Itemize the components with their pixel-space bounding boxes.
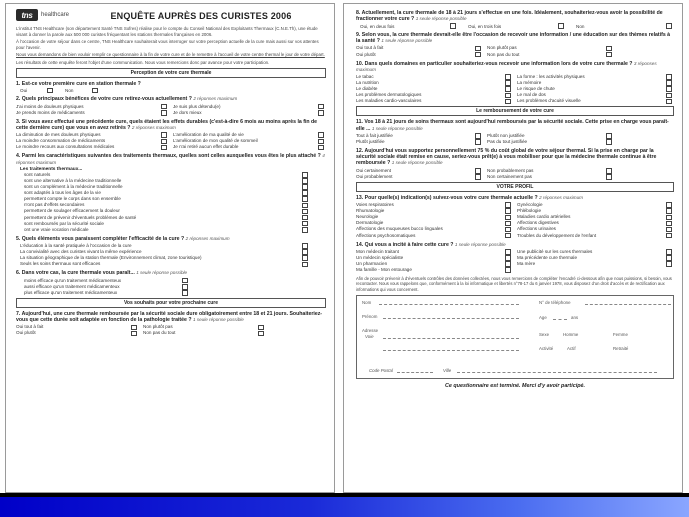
checkbox[interactable] <box>161 139 167 145</box>
postcode-label: Code Postal <box>369 367 393 373</box>
question-3: 3. Si vous avez effectué une précédente cure, quels étaient les effets durables (c'est-à-dire 6 mois au moins après la fin de cette dernière cure) que vous en avez retirés ? 2 réponses maximum <box>16 118 318 131</box>
options: Oui tout à fait Non plutôt pas Oui plutôt Non pas du tout <box>16 324 326 336</box>
checkbox[interactable] <box>47 88 53 94</box>
checkbox[interactable] <box>505 202 511 208</box>
checkbox[interactable] <box>318 132 324 138</box>
checkbox[interactable] <box>505 74 511 80</box>
checkbox[interactable] <box>302 209 308 215</box>
checkbox[interactable] <box>161 132 167 138</box>
checkbox[interactable] <box>505 249 511 255</box>
checkbox[interactable] <box>505 93 511 99</box>
checkbox[interactable] <box>92 88 98 94</box>
options: Oui, en deux fois Oui, en trois fois Non <box>360 23 674 29</box>
checkbox[interactable] <box>475 52 481 58</box>
checkbox[interactable] <box>302 255 308 261</box>
active-option[interactable]: Actif <box>567 345 576 351</box>
checkbox[interactable] <box>666 215 672 221</box>
checkbox[interactable] <box>258 325 264 331</box>
age-label: Age <box>539 314 547 320</box>
checkbox[interactable] <box>302 184 308 190</box>
checkbox[interactable] <box>606 174 612 180</box>
checkbox[interactable] <box>666 249 672 255</box>
checkbox[interactable] <box>505 261 511 267</box>
checkbox[interactable] <box>302 221 308 227</box>
checkbox[interactable] <box>666 227 672 233</box>
checkbox[interactable] <box>302 203 308 209</box>
options: Oui tout à fait Non plutôt pas Oui plutôt Non pas du tout <box>356 45 674 57</box>
checkbox[interactable] <box>505 80 511 86</box>
question-5: 5. Quels éléments vous paraissent compléter l'efficacité de la cure ? 2 réponses maximum <box>16 235 230 242</box>
checkbox[interactable] <box>131 331 137 337</box>
address-line-1[interactable] <box>383 338 519 339</box>
checkbox[interactable] <box>606 133 612 139</box>
checkbox[interactable] <box>666 23 672 29</box>
female-option[interactable]: Femme <box>613 331 628 337</box>
checkbox[interactable] <box>606 46 612 52</box>
question-4-subhead: Les traitements thermaux... <box>20 166 83 172</box>
checkbox[interactable] <box>505 267 511 273</box>
sex-label: Sexe <box>539 331 550 337</box>
question-12: 12. Aujourd'hui vous supportez personnellement 75 % du coût global de votre séjour thermal. Si la prise en charge par la sécurité sociale était remise en cause, seriez-vous prêt(e) à vous mobiliser pour que la médecine thermale continue à être remboursée ? 1 seule réponse possible <box>356 148 657 167</box>
options: J'ai moins de douleurs physiques Je suis plus détendu(e) Je prends moins de médicaments Je dors mieux <box>16 104 326 116</box>
street-label: Voie <box>365 333 374 339</box>
checkbox[interactable] <box>666 86 672 92</box>
question-7: 7. Aujourd'hui, une cure thermale remboursée par la sécurité sociale dure obligatoirement entre 18 et 21 jours. Souhaiteriez-vous que cette durée soit adaptée en fonction de la pathologie traitée ? 1 seule réponse possible <box>16 310 323 324</box>
activity-label: Activité <box>539 345 554 351</box>
questionnaire-page-1: tns healthcare ENQUÊTE AUPRÈS DES CURISTES 2006 L'institut TNS Healthcare (son département Santé TNS Sofres) réalise pour le compte du Conseil National des Exploitants Thermaux (C.N.E.Th), une étude visant à donner la parole aux 500 000 curistes fréquentant les stations thermales françaises en 2006. À l'occasion de votre séjour dans ce centre, TNS Healthcare souhaiterait vous interroger sur votre perception actuelle de la cure mais aussi sur vos attentes pour l'avenir. Nous vous demandons de bien vouloir remplir ce questionnaire à la fin de votre cure et de le remettre à l'accueil de votre centre thermal le jour de votre départ. Les résultats de cette enquête feront l'objet d'une communication. Nous vous remercions donc par avance pour votre participation. Perception de votre cure thermale 1. Est-ce votre première cure en station thermale ? Oui Non 2. Quels principaux bénéfices de votre cure retirez-vous actuellement ? 2 réponses maximum J'ai moins de douleurs physiques Je suis plus détendu(e) Je prends moins de médicaments Je dors mieux 3. Si vous avez effectué une précédente cure, quels étaient les effets durables (c'est-à-dire 6 mois au moins après la fin de cette dernière cure) que vous en avez retirés ? 2 réponses maximum La diminution de mes douleurs physiques L'amélioration de ma qualité de vie La moindre consommation de médicaments L'amélioration de mon qualité de sommeil Le moindre recours aux consultations médicales Je n'ai retiré aucun effet durable 4. Parmi les caractéristiques suivantes des traitements thermaux, quelles sont celles auxquelles vous êtes le plus attaché ? 4 réponses maximum Les traitements thermaux... sont naturels sont une alternative à la médecine traditionnelle sont un complément à la médecine traditionnelle sont adaptés à tous les âges de la vie permettent compte le corps dans son ensemble n'ont pas d'effets secondaires permettent de soulager efficacement la douleur permettent de prévenir d'éventuels problèmes de santé sont remboursés par la sécurité sociale ont une vraie vocation médicale 5. Quels éléments vous paraissent compléter l'efficacité de la cure ? 2 réponses maximum L'éducation à la santé pratiquée à l'occasion de la cure La convivialité avec des curistes vivant la même expérience La situation géographique de la station thermale (Environnement climat, zone touristique) Seuls les soins thermaux sont efficaces 6. Dans votre cas, la cure thermale vous paraît... 1 seule réponse possible moins efficace qu'un traitement médicamenteux aussi efficace qu'un traitement médicamenteux plus efficace qu'un traitement médicamenteux Vos souhaits pour votre prochaine cure 7. Aujourd'hui, une cure thermale remboursée par la sécurité sociale dure obligatoirement entre 18 et 21 jours. Souhaiteriez-vous que cette durée soit adaptée en fonction de la pathologie traitée ? 1 seule réponse possible Oui tout à fait Non plutôt pas Oui plutôt Non pas du tout <box>5 3 335 493</box>
checkbox[interactable] <box>475 174 481 180</box>
options: moins efficace qu'un traitement médicamenteux aussi efficace qu'un traitement médicamenteux plus efficace qu'un traitement médicamenteux <box>16 278 326 296</box>
checkbox[interactable] <box>318 139 324 145</box>
checkbox[interactable] <box>258 331 264 337</box>
checkbox[interactable] <box>318 104 324 110</box>
checkbox[interactable] <box>666 255 672 261</box>
checkbox[interactable] <box>182 284 188 290</box>
retired-option[interactable]: Retraité <box>613 345 629 351</box>
checkbox[interactable] <box>666 233 672 239</box>
checkbox[interactable] <box>302 262 308 268</box>
options: La diminution de mes douleurs physiques L'amélioration de ma qualité de vie La moindre consommation de médicaments L'amélioration de mon qualité de sommeil Le moindre recours aux consultations médicales Je n'ai retiré aucun effet durable <box>16 132 326 150</box>
checkbox[interactable] <box>505 227 511 233</box>
question-11: 11. Vos 18 à 21 jours de soins thermaux sont aujourd'hui remboursés par la sécurité sociale. Cette prise en charge vous paraît-elle ... 1 seule réponse possible <box>356 119 669 132</box>
phone-field[interactable] <box>585 304 671 305</box>
checkbox[interactable] <box>302 178 308 184</box>
options: Voies respiratoires Gynécologie Rhumatologie Phlébologie Neurologie Maladies cardio artérielles Dermatologie Affections digestives Affections des muqueuses bucco linguales Affections urinaires Affections psychosomatiques Troubles du développement de l'enfant <box>356 202 674 239</box>
checkbox[interactable] <box>505 208 511 214</box>
male-option[interactable]: Homme <box>563 331 579 337</box>
intro-text: L'institut TNS Healthcare (son département Santé TNS Sofres) réalise pour le compte du Conseil National des Exploitants Thermaux (C.N.E.Th), une étude visant à donner la parole aux 500 000 curistes fréquentant les stations thermales françaises en 2006. À l'occasion de votre séjour dans ce centre, TNS Healthcare souhaiterait vous interroger sur votre perception actuelle de la cure mais aussi sur vos attentes pour l'avenir. Nous vous demandons de bien vouloir remplir ce questionnaire à la fin de votre cure et de le remettre à l'accueil de votre centre thermal le jour de votre départ. Les résultats de cette enquête feront l'objet d'une communication. Nous vous remercions donc par avance pour votre participation. <box>16 26 325 65</box>
name-field[interactable] <box>379 304 519 305</box>
question-10: 10. Dans quels domaines en particulier souhaiteriez-vous recevoir une information lors de votre cure thermale ? 3 réponses maximum <box>356 60 657 72</box>
checkbox[interactable] <box>666 80 672 86</box>
checkbox[interactable] <box>505 221 511 227</box>
checkbox[interactable] <box>505 86 511 92</box>
firstname-label: Prénom <box>362 313 378 319</box>
checkbox[interactable] <box>666 74 672 80</box>
section-header: VOTRE PROFIL <box>356 182 674 192</box>
checkbox[interactable] <box>505 255 511 261</box>
checkbox[interactable] <box>475 168 481 174</box>
question-6: 6. Dans votre cas, la cure thermale vous paraît... 1 seule réponse possible <box>16 270 188 277</box>
question-13: 13. Pour quelle(s) indication(s) suivez-vous votre cure thermale actuelle ? 2 réponses maximum <box>356 194 583 201</box>
checkbox[interactable] <box>318 145 324 151</box>
closing-message: Ce questionnaire est terminé. Merci d'y avoir participé. <box>445 382 585 389</box>
checkbox[interactable] <box>666 202 672 208</box>
options: L'éducation à la santé pratiquée à l'occasion de la cure La convivialité avec des curistes vivant la même expérience La situation géographique de la station thermale (Environnement climat, zone touristique) Seuls les soins thermaux sont efficaces <box>16 243 326 267</box>
checkbox[interactable] <box>666 99 672 105</box>
checkbox[interactable] <box>318 110 324 116</box>
checkbox[interactable] <box>161 104 167 110</box>
years-label: ans <box>571 314 579 320</box>
question-2: 2. Quels principaux bénéfices de votre cure retirez-vous actuellement ? 2 réponses maximum <box>16 96 238 103</box>
name-label: Nom <box>362 299 372 305</box>
section-header: Le remboursement de votre cure <box>356 106 674 116</box>
postcode-field[interactable] <box>397 372 433 373</box>
tns-logo: tns healthcare <box>16 9 69 21</box>
slide-footer-bar <box>0 497 689 517</box>
question-1: 1. Est-ce votre première cure en station thermale ? <box>16 80 141 87</box>
checkbox[interactable] <box>450 23 456 29</box>
question-8: 8. Actuellement, la cure thermale de 18 à 21 jours s'effectue en une fois. Idéalement, souhaiteriez-vous avoir la possibilité de fractionner votre cure ? 1 seule réponse possible <box>356 10 663 23</box>
questionnaire-page-2 <box>343 3 683 493</box>
section-header: Vos souhaits pour votre prochaine cure <box>16 298 326 308</box>
checkbox[interactable] <box>302 196 308 202</box>
city-field[interactable] <box>457 372 657 373</box>
checkbox[interactable] <box>558 23 564 29</box>
checkbox[interactable] <box>606 168 612 174</box>
checkbox[interactable] <box>666 93 672 99</box>
options: Mon médecin traitant Une publicité sur les cures thermales Un médecin spécialiste Ma précédente cure thermale Un pharmacien Ma mère Ma famille - Mon entourage <box>356 249 674 273</box>
options: Oui certainement Non probablement pas Oui probablement Non certainement pas <box>356 168 674 180</box>
checkbox[interactable] <box>302 215 308 221</box>
checkbox[interactable] <box>475 139 481 145</box>
question-4: 4. Parmi les caractéristiques suivantes des traitements thermaux, quelles sont celles auxquelles vous êtes le plus attaché ? 4 réponses maximum <box>16 153 325 165</box>
checkbox[interactable] <box>131 325 137 331</box>
city-label: Ville <box>443 367 452 373</box>
age-field[interactable] <box>553 319 567 320</box>
checkbox[interactable] <box>302 172 308 178</box>
contact-details-box <box>356 295 674 379</box>
question-9: 9. Selon vous, la cure thermale devrait-elle être l'occasion de recevoir une information / une éducation sur des thèmes relatifs à la santé ? 1 seule réponse possible <box>356 32 671 45</box>
privacy-notice: Afin de pouvoir prévenir à d'éventuels contrôles des données collectées, nous vous remercions de compléter l'encadré ci-dessous afin que nous puissions, si besoin, vous recontacter. Nous vous rappelons que, conformément à la loi informatique et libertés n°78-17 du 6 janvier 1978, vous disposez d'un droit d'accès et de rectification aux informations qui vous concernent. <box>356 276 672 292</box>
question-14: 14. Qui vous a incité à faire cette cure ? 1 seule réponse possible <box>356 241 506 248</box>
checkbox[interactable] <box>666 221 672 227</box>
checkbox[interactable] <box>666 208 672 214</box>
checkbox[interactable] <box>505 99 511 105</box>
options: sont naturels sont une alternative à la médecine traditionnelle sont un complément à la médecine traditionnelle sont adaptés à tous les âges de la vie permettent compte le corps dans son ensemble n'ont pas d'effets secondaires permettent de soulager efficacement la douleur permettent de prévenir d'éventuels problèmes de santé sont remboursés par la sécurité sociale ont une vraie vocation médicale <box>16 172 326 233</box>
checkbox[interactable] <box>161 145 167 151</box>
checkbox[interactable] <box>475 46 481 52</box>
section-header: Perception de votre cure thermale <box>16 68 326 78</box>
checkbox[interactable] <box>606 52 612 58</box>
checkbox[interactable] <box>182 278 188 284</box>
options: Tout à fait justifiée Plutôt non justifiée Plutôt justifiée Pas du tout justifiée <box>356 133 674 145</box>
checkbox[interactable] <box>302 249 308 255</box>
checkbox[interactable] <box>302 243 308 249</box>
checkbox[interactable] <box>505 215 511 221</box>
page-title: ENQUÊTE AUPRÈS DES CURISTES 2006 <box>110 11 292 21</box>
checkbox[interactable] <box>666 261 672 267</box>
checkbox[interactable] <box>302 190 308 196</box>
checkbox[interactable] <box>475 133 481 139</box>
checkbox[interactable] <box>161 110 167 116</box>
options: Le tabac La forme : les activités physiques La nutrition La mémoire Le diabète Le risque de chute Les problèmes dermatologiques Le mal de dos Les maladies cardio-vasculaires Les problèmes d'acuité visuelle <box>356 74 674 104</box>
checkbox[interactable] <box>505 233 511 239</box>
address-label: Adresse <box>362 327 379 333</box>
checkbox[interactable] <box>182 290 188 296</box>
checkbox[interactable] <box>606 139 612 145</box>
checkbox[interactable] <box>302 227 308 233</box>
phone-label: N° de téléphone <box>539 299 571 305</box>
address-line-2[interactable] <box>383 350 519 351</box>
firstname-field[interactable] <box>383 318 519 319</box>
